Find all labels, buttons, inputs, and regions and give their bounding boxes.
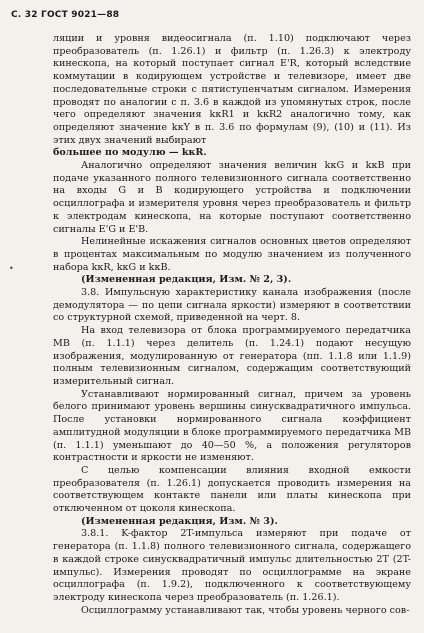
amendment-note: (Измененная редакция, Изм. № 3).	[81, 515, 278, 527]
body-text	[53, 33, 411, 617]
margin-mark: •	[9, 264, 14, 273]
paragraph: Устанавливают нормированный сигнал, причем за уровень белого принимают уровень вершины синусквадратичного импульса. После установки нормированного сигнала коэффициент амплитудной модуляции в блоке программируемого передатчика МВ (п. 1.1.1) уменьшают до 40—50 %, а положения регуляторов контрастности и яркости не изменяют.	[53, 388, 411, 464]
amendment-note: (Измененная редакция, Изм. № 2, 3).	[81, 274, 292, 286]
paragraph: На вход телевизора от блока программируемого передатчика МВ (п. 1.1.1) через делитель (п. 1.24.1) подают несущую изображения, модулированную от генератора (пп. 1.1.8 или 1.1.9) полным телевизионным сигналом, содержащим соответствующий измерительный сигнал.	[53, 325, 411, 387]
paragraph: 3.8.1. K-фактор 2T-импульса измеряют при подаче от генератора (п. 1.1.8) полного телевизионного сигнала, содержащего в каждой строке синусквадратичный импульс длительностью 2T (2T-импульс). Измерения проводят по осциллограмме на экране осциллографа (п. 1.9.2), подключенного к соответствующему электроду кинескопа через преобразователь (п. 1.26.1).	[53, 528, 411, 603]
paragraph: 3.8. Импульсную характеристику канала изображения (после демодулятора — по цепи сигнала яркости) измеряют в соответствии со структурной схемой, приведенной на черт. 8.	[53, 287, 411, 324]
page-header: С. 32 ГОСТ 9021—88	[11, 10, 120, 20]
paragraph: Осциллограмму устанавливают так, чтобы уровень черного сов-	[81, 604, 410, 616]
paragraph: Нелинейные искажения сигналов основных цветов определяют в процентах максимальным по модулю значением из полученного набора kкR, kкG и kкB.	[53, 236, 411, 273]
paragraph-bold: большее по модулю — kкR.	[53, 147, 207, 159]
paragraph: С целью компенсации влияния входной емкости преобразователя (п. 1.26.1) допускается проводить измерения на соответствующем контакте панели или платы кинескопа при отключенном от цоколя кинескопа.	[53, 464, 411, 515]
paragraph: Аналогично определяют значения величин kкG и kкB при подаче указанного полного телевизионного сигнала соответственно на входы G и B кодирующего устройства и подключении осциллографа и измерителя уровня через преобразователь и фильтр к электродам кинескопа, на которые поступают соответственно сигналы E'G и E'B.	[53, 160, 411, 235]
paragraph: ляции и уровня видеосигнала (п. 1.10) подключают через преобразователь (п. 1.26.1) и фильтр (п. 1.26.3) к электроду кинескопа, на который поступает сигнал E'R, который вследствие коммутации в кодирующем устройстве и телевизоре, имеет две последовательные строки с пятиступенчатым сигналом. Измерения проводят по аналогии с п. 3.6 в каждой из упомянутых строк, после чего определяют значения kкR1 и kкR2 аналогично тому, как определяют значение kкY в п. 3.6 по формулам (9), (10) и (11). Из этих двух значений выбирают	[53, 33, 411, 146]
